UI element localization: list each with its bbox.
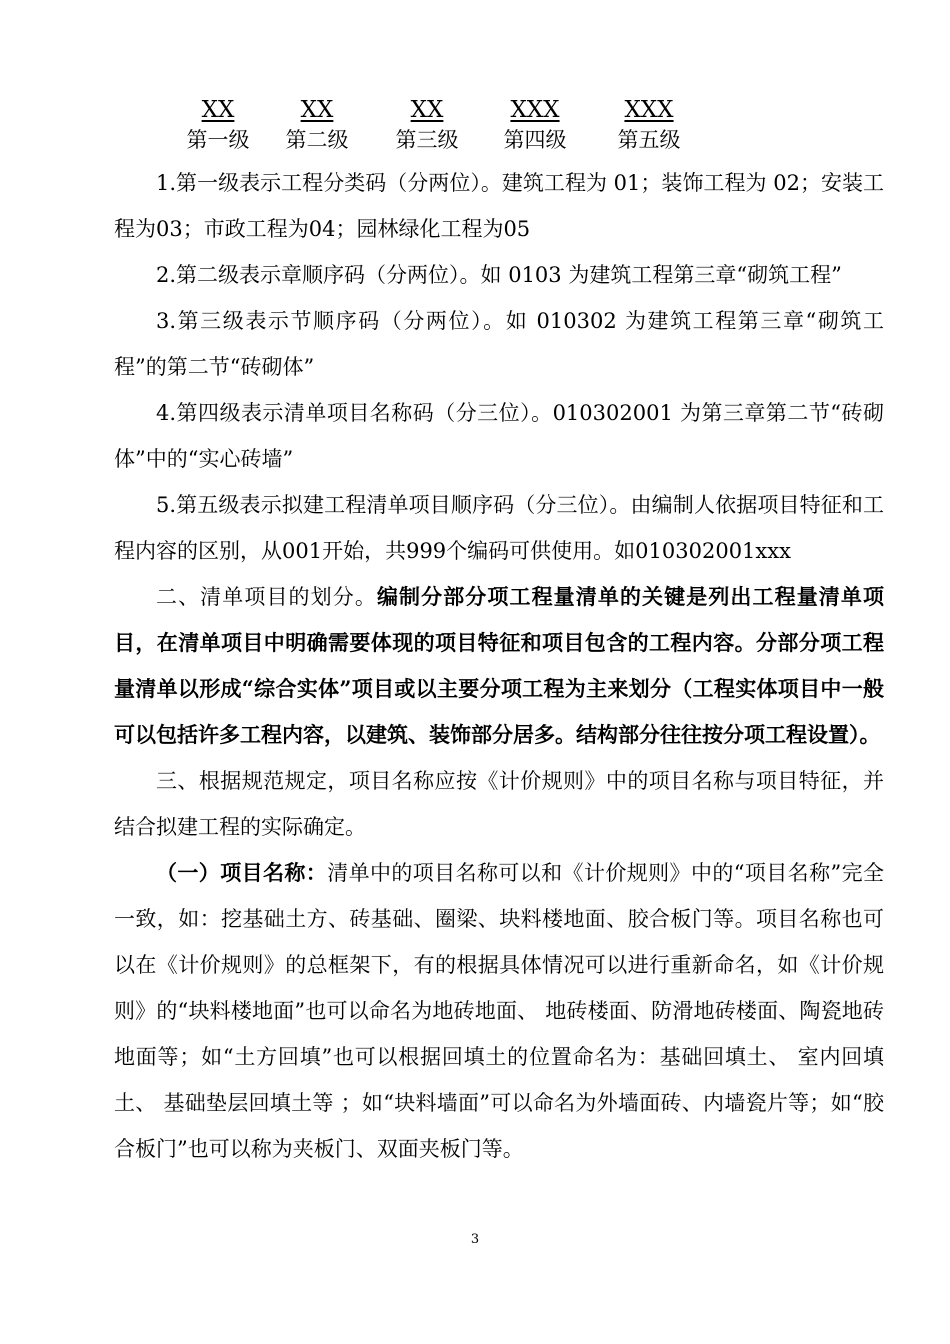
paragraph-item-name [114,850,884,1172]
code-level-2 [257,96,377,154]
paragraph-level-5: 5.第五级表示拟建工程清单项目顺序码（分三位）。由编制人依据项目特征和工程内容的区别，从001开始，共999个编码可供使用。如010302001xxx [114,493,884,563]
page-number: 3 [470,1232,480,1247]
paragraph-item-division [114,574,884,758]
paragraph-level-4: 4.第四级表示清单项目名称码（分三位）。010302001 为第三章第二节“砖砌体”中的“实心砖墙” [114,401,884,471]
code-placeholder: XX [201,97,235,123]
paragraph-level-3: 3.第三级表示节顺序码（分两位）。如 010302 为建筑工程第三章“砌筑工程”的第二节“砖砌体” [114,309,884,379]
code-level-3 [367,96,487,154]
code-level-label: 第三级 [395,128,459,152]
code-placeholder: XX [410,97,444,123]
code-placeholder: XXX [510,97,560,123]
paragraph-level-1: 1.第一级表示工程分类码（分两位）。建筑工程为 01；装饰工程为 02；安装工程为03；市政工程为04；园林绿化工程为05 [114,171,884,241]
paragraph-naming-rule: 三、根据规范规定，项目名称应按《计价规则》中的项目名称与项目特征，并结合拟建工程的实际确定。 [114,769,884,839]
code-level-4 [475,96,595,154]
subsection-text: 清单中的项目名称可以和《计价规则》中的“项目名称”完全一致，如：挖基础土方、砖基础、圈梁、块料楼地面、胶合板门等。项目名称也可以在《计价规则》的总框架下，有的根据具体情况可以进行重新命名，如《计价规则》的“块料楼地面”也可以命名为地砖地面、 地砖楼面、防滑地砖楼面、陶瓷地砖地面等；如“土方回填”也可以根据回填土的位置命名为：基础回填土、 室内回填土、 基础垫层回填土等 ；如“块料墙面”可以命名为外墙面砖、内墙瓷片等；如“胶合板门”也可以称为夹板门、双面夹板门等。 [114,861,884,1161]
code-placeholder: XX [300,97,334,123]
section-heading: 二、清单项目的划分。 [156,585,377,609]
code-level-label: 第四级 [503,128,567,152]
body-text [114,160,884,1172]
code-level-label: 第五级 [617,128,681,152]
code-structure-diagram [0,96,950,166]
code-level-label: 第二级 [285,128,349,152]
paragraph-level-2: 2.第二级表示章顺序码（分两位）。如 0103 为建筑工程第三章“砌筑工程” [156,263,842,287]
code-placeholder: XXX [624,97,674,123]
code-level-5 [589,96,709,154]
code-level-label: 第一级 [186,128,250,152]
bold-emphasis: 编制分部分项工程量清单的关键是列出工程量清单项目，在清单项目中明确需要体现的项目特征和项目包含的工程内容。分部分项工程量清单以形成“综合实体”项目或以主要分项工程为主来划分（工程实体项目中一般可以包括许多工程内容，以建筑、装饰部分居多。结构部分往往按分项工程设置）。 [114,584,884,747]
subsection-heading: （一）项目名称： [156,860,328,885]
